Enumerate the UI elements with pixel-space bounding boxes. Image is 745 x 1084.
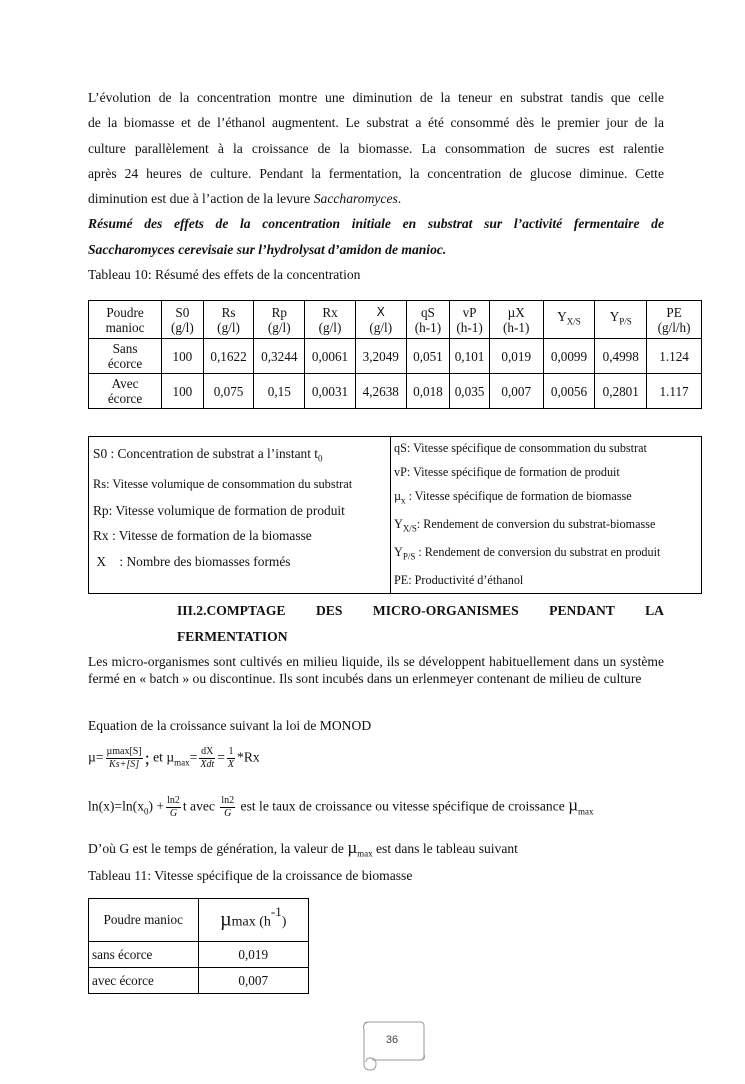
table-cell: 0,101 [450, 339, 490, 374]
equation-monod: µ= $\frac{\text{µmax[S]}}{Ks+[S]}$ ; et µ$_{max}$= $\frac{dX}{\text{Xdt}}$ = $\frac{1}{X}$ *Rx [88, 746, 260, 770]
table-cell: 0,0099 [543, 339, 595, 374]
table10-header: X (g/l) [355, 301, 406, 339]
legend-left [89, 437, 391, 594]
table-cell: 0,035 [450, 374, 490, 409]
legend-right [391, 437, 702, 594]
table-row [89, 942, 309, 968]
summary-heading-2: Saccharomyces cerevisaie sur l’hydrolysat d’amidon de manioc. [88, 241, 447, 257]
fraction: $\frac{\ln 2}{G}$ [221, 795, 235, 819]
equation-growth: $\ln(x)=\ln(x_0)$ + $\frac{\ln 2}{G}$ t avec $\frac{\ln 2}{G}$ est le taux de croissance ou vitesse spécifique de croissance µ$_{max}$ [88, 795, 594, 819]
intro-last-prefix: diminution est due à l’action de la levure [88, 191, 314, 207]
table10-header: µX (h-1) [489, 301, 543, 339]
table10-header: qS (h-1) [406, 301, 450, 339]
table10-header: $Y_{X/S}$ [543, 301, 595, 339]
eq1-separator: ; [144, 748, 150, 768]
table-cell: 0,018 [406, 374, 450, 409]
culture-paragraph: Les micro-organismes sont cultivés en milieu liquide, ils se développent habituellement dans un système fermé en « batch » ou discontinue. Ils sont incubés dans un erlenmeyer contenant de milieu de culture [88, 654, 664, 686]
table10-header: Rp (g/l) [254, 301, 305, 339]
intro-last-italic: Saccharomyces [313, 191, 398, 207]
intro-line: de la biomasse et de l’éthanol augmentent. Le substrat a été consommé dès le premier jour de la [88, 115, 664, 131]
table-cell: 0,15 [254, 374, 305, 409]
eq1-et: et µ [149, 749, 175, 765]
fraction: $\frac{\text{µmax[S]}}{Ks+[S]}$ [106, 746, 142, 770]
scroll-ornament-icon [358, 1020, 426, 1072]
legend-item: vP: Vitesse spécifique de formation de produit [394, 464, 620, 479]
intro-paragraph [88, 85, 664, 287]
table10-row-label: Avec écorce [89, 374, 162, 409]
section-heading [177, 598, 664, 650]
table10-header: vP (h-1) [450, 301, 490, 339]
legend-item: qS: Vitesse spécifique de consommation du substrat [394, 441, 647, 455]
table-cell: 3,2049 [355, 339, 406, 374]
table-cell: 0,0056 [543, 374, 595, 409]
legend-table [88, 436, 702, 594]
table-cell: 0,4998 [595, 339, 647, 374]
table-cell: 0,007 [198, 968, 309, 994]
table-cell: 0,0061 [305, 339, 356, 374]
table-11 [88, 898, 309, 994]
legend-item: S0 : Concentration de substrat a l’instant $t_0$ [93, 446, 323, 464]
table-10 [88, 300, 702, 409]
table11-caption: Tableau 11: Vitesse spécifique de la croissance de biomasse [88, 868, 413, 883]
table10-header: Rx (g/l) [305, 301, 356, 339]
table10-header: Poudre manioc [89, 301, 162, 339]
table11-row-label: avec écorce [89, 968, 199, 994]
legend-item: Rx : Vitesse de formation de la biomasse [93, 528, 312, 544]
intro-line: L’évolution de la concentration montre une diminution de la teneur en substrat tandis que celle [88, 90, 664, 105]
summary-heading: Résumé des effets de la concentration initiale en substrat sur l’activité fermentaire de [88, 216, 664, 232]
table10-header: $Y_{P/S}$ [595, 301, 647, 339]
section-heading-line: III.2.COMPTAGE DES MICRO-ORGANISMES PENDANT LA [177, 603, 664, 618]
intro-line: culture parallèlement à la croissance de la biomasse. La consommation de sucres est ralentie [88, 140, 664, 156]
eq1-mu: µ= [88, 749, 104, 765]
monod-line: Equation de la croissance suivant la loi de MONOD [88, 718, 372, 733]
generation-line: D’où G est le temps de génération, la valeur de µ$_{max}$ est dans le tableau suivant [88, 838, 518, 859]
legend-item: PE: Productivité d’éthanol [394, 573, 524, 588]
table-cell: 100 [162, 339, 204, 374]
table-row [89, 374, 702, 409]
legend-item: Rs: Vitesse volumique de consommation du substrat [93, 477, 353, 492]
table-cell: 0,1622 [203, 339, 254, 374]
table-row [89, 339, 702, 374]
table10-header: Rs (g/l) [203, 301, 254, 339]
table-cell: 0,019 [198, 942, 309, 968]
table-cell: 0,051 [406, 339, 450, 374]
table-cell: 1.124 [647, 339, 702, 374]
table-cell: 0,007 [489, 374, 543, 409]
table10-header: PE (g/l/h) [647, 301, 702, 339]
table-cell: 0,019 [489, 339, 543, 374]
table11-header: µmax $(h^{-1})$ [198, 899, 309, 942]
legend-item: $Y_{P/S}$ : Rendement de conversion du substrat en produit [394, 545, 661, 562]
table11-header-row [89, 899, 309, 942]
page-number: 36 [385, 1034, 399, 1046]
fraction: $\frac{\ln 2}{G}$ [167, 795, 180, 819]
table10-row-label: Sans écorce [89, 339, 162, 374]
table10-caption: Tableau 10: Résumé des effets de la concentration [88, 267, 361, 283]
legend-item: µ$_x$ : Vitesse spécifique de formation de biomasse [394, 488, 632, 506]
section-heading-line: FERMENTATION [177, 629, 288, 644]
table11-header: Poudre manioc [89, 899, 199, 942]
page-number-scroll [358, 1020, 426, 1072]
table-cell: 0,0031 [305, 374, 356, 409]
legend-item: Rp: Vitesse volumique de formation de produit [93, 502, 345, 518]
table-row [89, 968, 309, 994]
table-cell: 0,3244 [254, 339, 305, 374]
intro-line: après 24 heures de culture. Pendant la fermentation, la concentration de glucose diminue. Cette [88, 165, 664, 181]
intro-line [88, 186, 664, 211]
table-cell: 4,2638 [355, 374, 406, 409]
intro-last-suffix: . [397, 191, 402, 207]
legend-item: X : Nombre des biomasses formés [93, 553, 291, 569]
table-cell: 100 [162, 374, 204, 409]
fraction: $\frac{1}{X}$ [227, 746, 235, 770]
table-cell: 1.117 [647, 374, 702, 409]
table-cell: 0,075 [203, 374, 254, 409]
legend-item: $Y_{X/S}$: Rendement de conversion du substrat-biomasse [394, 516, 656, 534]
table11-row-label: sans écorce [89, 942, 199, 968]
table-cell: 0,2801 [595, 374, 647, 409]
table10-header-row [89, 301, 702, 339]
table10-header: S0 (g/l) [162, 301, 204, 339]
fraction: $\frac{dX}{\text{Xdt}}$ [200, 746, 215, 770]
